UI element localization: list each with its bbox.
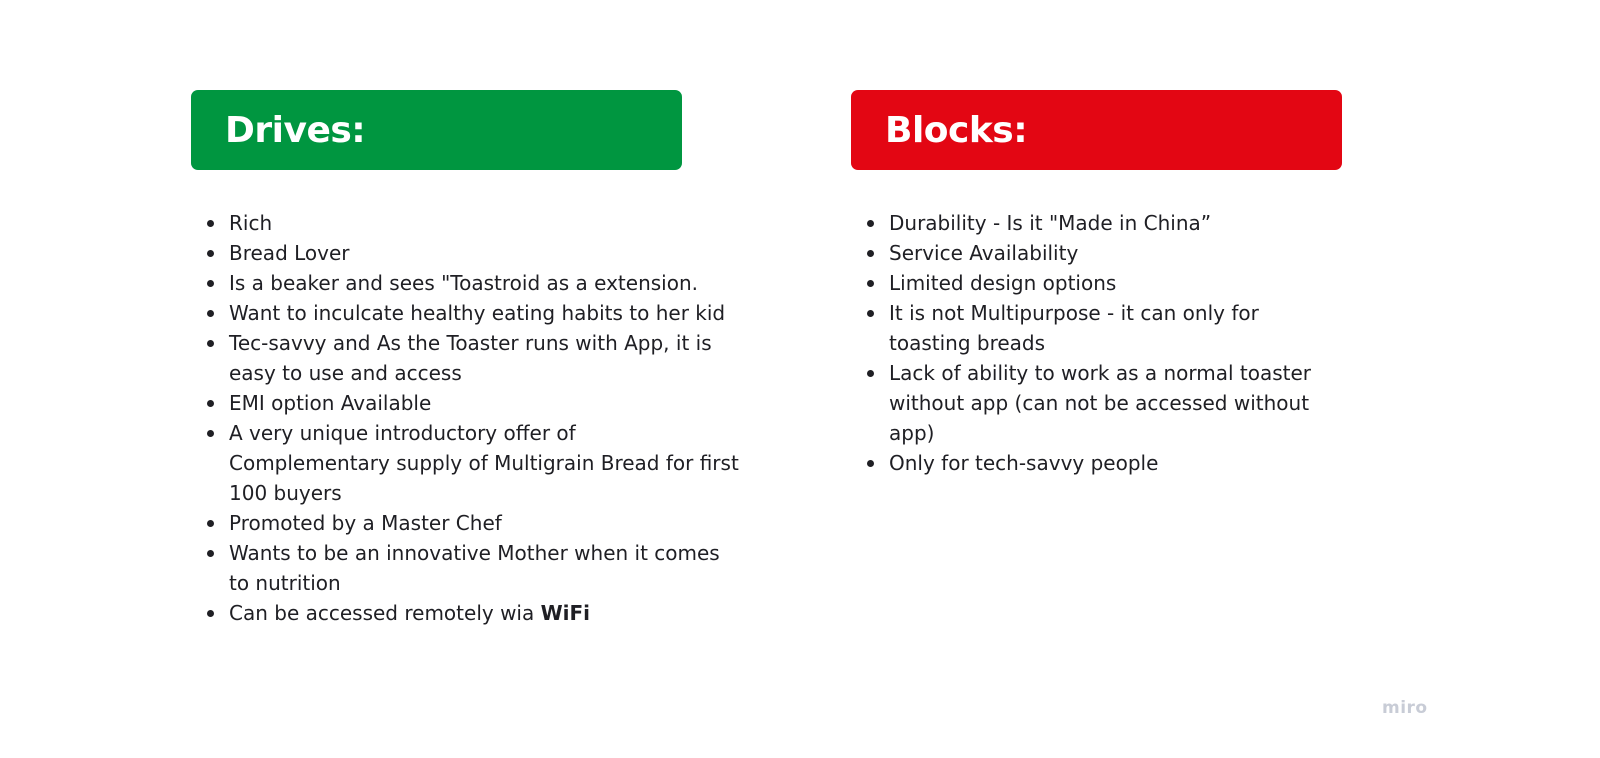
bullet-icon bbox=[207, 430, 214, 437]
blocks-column bbox=[851, 90, 1351, 478]
bullet-icon bbox=[867, 250, 874, 257]
list-item: Limited design options bbox=[851, 268, 1321, 298]
bullet-icon bbox=[867, 460, 874, 467]
bullet-icon bbox=[867, 220, 874, 227]
list-item: Only for tech-savvy people bbox=[851, 448, 1321, 478]
drives-list bbox=[191, 208, 741, 628]
list-item: Lack of ability to work as a normal toaster without app (can not be accessed without app) bbox=[851, 358, 1321, 448]
bullet-icon bbox=[867, 310, 874, 317]
bullet-icon bbox=[207, 220, 214, 227]
drives-column bbox=[191, 90, 751, 628]
blocks-title: Blocks: bbox=[885, 109, 1028, 151]
list-item: It is not Multipurpose - it can only for toasting breads bbox=[851, 298, 1321, 358]
bullet-icon bbox=[207, 280, 214, 287]
list-item: Is a beaker and sees "Toastroid as a extension. bbox=[191, 268, 741, 298]
wifi-term: WiFi bbox=[540, 601, 591, 625]
bullet-icon bbox=[207, 340, 214, 347]
list-item: Promoted by a Master Chef bbox=[191, 508, 741, 538]
list-item: Service Availability bbox=[851, 238, 1321, 268]
bullet-icon bbox=[867, 280, 874, 287]
drives-title: Drives: bbox=[225, 109, 366, 151]
bullet-icon bbox=[207, 250, 214, 257]
blocks-list bbox=[851, 208, 1321, 478]
miro-logo: miro bbox=[1382, 698, 1428, 718]
list-item: Bread Lover bbox=[191, 238, 741, 268]
bullet-icon bbox=[207, 520, 214, 527]
bullet-icon bbox=[867, 370, 874, 377]
list-item: A very unique introductory offer of Complementary supply of Multigrain Bread for first 100 buyers bbox=[191, 418, 741, 508]
list-item: Wants to be an innovative Mother when it comes to nutrition bbox=[191, 538, 741, 598]
list-item: EMI option Available bbox=[191, 388, 741, 418]
list-item: Tec-savvy and As the Toaster runs with App, it is easy to use and access bbox=[191, 328, 741, 388]
list-item: Durability - Is it "Made in China” bbox=[851, 208, 1321, 238]
bullet-icon bbox=[207, 310, 214, 317]
bullet-icon bbox=[207, 610, 214, 617]
list-item: Want to inculcate healthy eating habits to her kid bbox=[191, 298, 741, 328]
bullet-icon bbox=[207, 400, 214, 407]
blocks-header bbox=[851, 90, 1342, 170]
list-item: Can be accessed remotely wia WiFi bbox=[191, 598, 741, 628]
drives-header bbox=[191, 90, 682, 170]
bullet-icon bbox=[207, 550, 214, 557]
list-item: Rich bbox=[191, 208, 741, 238]
